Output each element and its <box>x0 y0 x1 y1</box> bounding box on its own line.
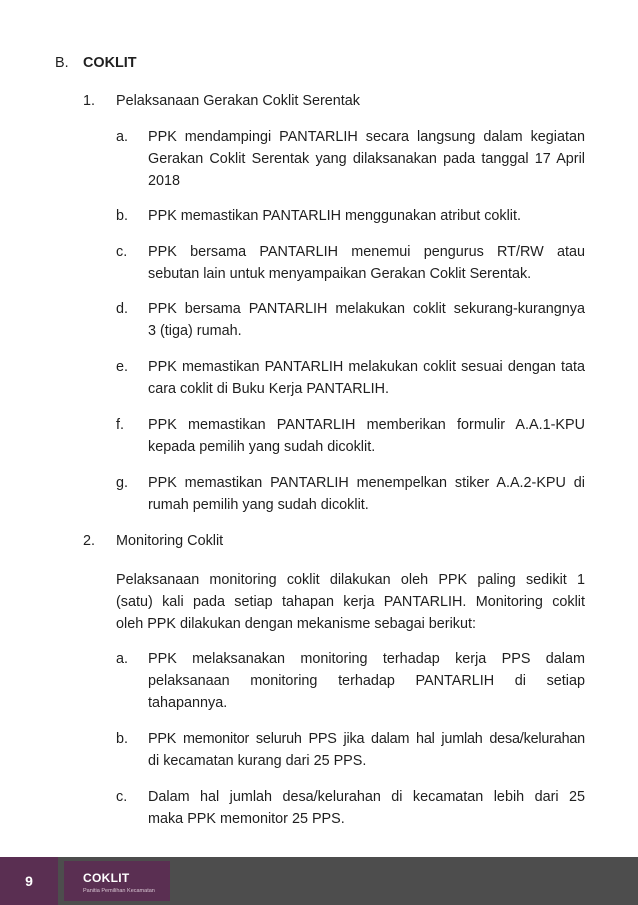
item-2b-line-1: PPK memonitor seluruh PPS jika dalam hal jumlah desa/kelurahan <box>148 731 585 747</box>
item-1a-line-2: Gerakan Coklit Serentak yang dilaksanakan pada tanggal 17 April <box>148 151 585 167</box>
item-1e-letter: e. <box>116 359 129 375</box>
item-1f-line-1: PPK memastikan PANTARLIH memberikan formulir A.A.1-KPU <box>148 417 585 433</box>
item-2-title: Monitoring Coklit <box>116 533 224 549</box>
item-2-paragraph-line-1: Pelaksanaan monitoring coklit dilakukan oleh PPK paling sedikit 1 <box>116 572 585 588</box>
item-1c-letter: c. <box>116 244 128 260</box>
item-1-title: Pelaksanaan Gerakan Coklit Serentak <box>116 93 360 109</box>
item-1a-line-1: PPK mendampingi PANTARLIH secara langsung dalam kegiatan <box>148 129 585 145</box>
item-1f-letter: f. <box>116 417 124 433</box>
item-1-number: 1. <box>83 93 96 109</box>
page-number: 9 <box>0 857 58 905</box>
item-1d-line-1: PPK bersama PANTARLIH melakukan coklit sekurang-kurangnya <box>148 301 585 317</box>
item-2a-line-3: tahapannya. <box>148 695 228 711</box>
item-1g-letter: g. <box>116 475 129 491</box>
item-2b-letter: b. <box>116 731 129 747</box>
item-2a-letter: a. <box>116 651 129 667</box>
section-title: COKLIT <box>83 55 137 71</box>
item-2c-line-2: maka PPK memonitor 25 PPS. <box>148 811 345 827</box>
section-marker: B. <box>55 55 69 71</box>
item-2-paragraph-line-2: (satu) kali pada setiap tahapan kerja PANTARLIH. Monitoring coklit <box>116 594 585 610</box>
item-1a-letter: a. <box>116 129 129 145</box>
item-1d-line-2: 3 (tiga) rumah. <box>148 323 242 339</box>
item-2b-line-2: di kecamatan kurang dari 25 PPS. <box>148 753 367 769</box>
item-2c-line-1: Dalam hal jumlah desa/kelurahan di kecamatan lebih dari 25 <box>148 789 585 805</box>
item-1e-line-2: cara coklit di Buku Kerja PANTARLIH. <box>148 381 389 397</box>
item-1f-line-2: kepada pemilih yang sudah dicoklit. <box>148 439 376 455</box>
page-footer <box>0 857 638 905</box>
item-1d-letter: d. <box>116 301 129 317</box>
item-1a-line-3: 2018 <box>148 173 181 189</box>
item-1g-line-1: PPK memastikan PANTARLIH menempelkan stiker A.A.2-KPU di <box>148 475 585 491</box>
footer-title: COKLIT <box>83 871 130 885</box>
item-1e-line-1: PPK memastikan PANTARLIH melakukan coklit sesuai dengan tata <box>148 359 585 375</box>
item-1g-line-2: rumah pemilih yang sudah dicoklit. <box>148 497 369 513</box>
item-1b-line-1: PPK memastikan PANTARLIH menggunakan atribut coklit. <box>148 208 521 224</box>
item-2a-line-1: PPK melaksanakan monitoring terhadap kerja PPS dalam <box>148 651 585 667</box>
item-1c-line-2: sebutan lain untuk menyampaikan Gerakan Coklit Serentak. <box>148 266 532 282</box>
item-2a-line-2: pelaksanaan monitoring terhadap PANTARLIH di setiap <box>148 673 585 689</box>
item-1c-line-1: PPK bersama PANTARLIH menemui pengurus RT/RW atau <box>148 244 585 260</box>
footer-badge <box>64 861 170 901</box>
item-2-number: 2. <box>83 533 96 549</box>
item-1b-letter: b. <box>116 208 129 224</box>
footer-subtitle: Panitia Pemilihan Kecamatan <box>83 888 155 894</box>
item-2-paragraph-line-3: oleh PPK dilakukan dengan mekanisme sebagai berikut: <box>116 616 476 632</box>
item-2c-letter: c. <box>116 789 128 805</box>
